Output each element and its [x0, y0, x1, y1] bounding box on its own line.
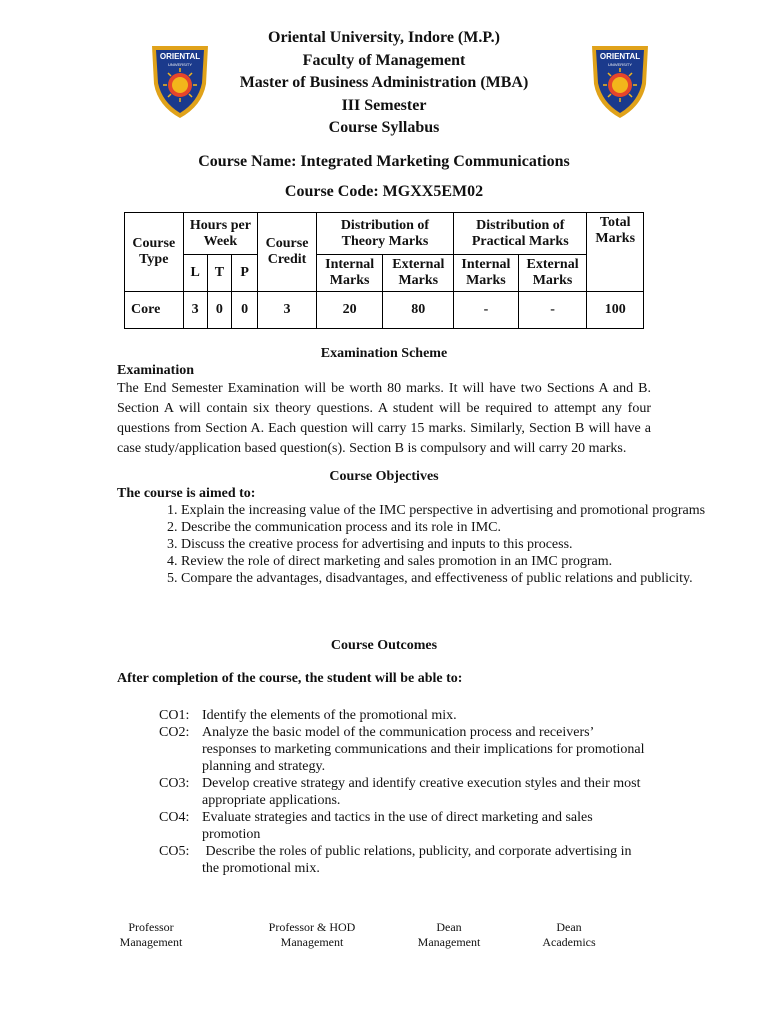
- objectives-intro: The course is aimed to:: [117, 486, 256, 501]
- header-practical-internal: Internal Marks: [454, 255, 519, 292]
- list-item: [159, 707, 651, 724]
- signature-title: Dean: [556, 920, 582, 934]
- header-p: P: [232, 255, 258, 292]
- list-item: 3. Discuss the creative process for advertising and inputs to this process.: [181, 536, 715, 553]
- cell-p: 0: [232, 292, 258, 329]
- signature-dept: Management: [417, 935, 481, 949]
- header-course-credit: Course Credit: [258, 213, 317, 292]
- signature-dept: Management: [119, 935, 183, 949]
- logo-text: ORIENTAL: [159, 52, 201, 61]
- outcome-code: CO2:: [159, 725, 190, 740]
- logo-subtext: UNIVERSITY: [607, 62, 633, 67]
- list-item: 1. Explain the increasing value of the IMC perspective in advertising and promotional programs: [181, 502, 715, 519]
- signature-dept: Management: [280, 935, 344, 949]
- objectives-list: [117, 502, 715, 587]
- header-total-marks: Total Marks: [587, 213, 644, 292]
- header-t: T: [207, 255, 231, 292]
- course-objectives-title: Course Objectives: [329, 469, 439, 484]
- header-practical-marks: Distribution of Practical Marks: [454, 213, 587, 255]
- signature-block: [526, 920, 612, 950]
- cell-total: 100: [587, 292, 644, 329]
- cell-theory-internal: 20: [316, 292, 383, 329]
- cell-t: 0: [207, 292, 231, 329]
- list-item: [159, 775, 651, 809]
- examination-scheme-title: Examination Scheme: [320, 346, 448, 361]
- outcome-text: Describe the roles of public relations, publicity, and corporate advertising in the promotional mix.: [202, 844, 635, 876]
- header-theory-marks: Distribution of Theory Marks: [316, 213, 453, 255]
- examination-text: The End Semester Examination will be worth 80 marks. It will have two Sections A and B. Section A will contain six theory questions. A student will be required to attempt any four questions from Section A. Each question will carry 15 marks. Similarly, Section B will have a case study/application based question(s). Section B is compulsory and will carry 20 marks.: [117, 381, 651, 456]
- cell-credit: 3: [258, 292, 317, 329]
- program-name: Master of Business Administration (MBA): [239, 74, 529, 91]
- list-item: 4. Review the role of direct marketing and sales promotion in an IMC program.: [181, 553, 715, 570]
- outcome-text: Evaluate strategies and tactics in the use of direct marketing and sales promotion: [202, 810, 593, 842]
- header-theory-external: External Marks: [383, 255, 454, 292]
- signature-title: Professor: [128, 920, 174, 934]
- header-practical-external: External Marks: [518, 255, 587, 292]
- header-l: L: [183, 255, 207, 292]
- logo-subtext: UNIVERSITY: [167, 62, 193, 67]
- cell-l: 3: [183, 292, 207, 329]
- signature-block: [406, 920, 492, 950]
- header-hours-per-week: Hours per Week: [183, 213, 258, 255]
- outcomes-list: [159, 707, 651, 877]
- table-row: [125, 292, 644, 329]
- course-code: Course Code: MGXX5EM02: [284, 183, 484, 200]
- signature-title: Professor & HOD: [268, 920, 356, 934]
- outcomes-intro: After completion of the course, the student will be able to:: [117, 671, 463, 686]
- semester: III Semester: [341, 96, 427, 114]
- signature-dept: Academics: [542, 935, 596, 949]
- outcome-code: CO1:: [159, 708, 190, 723]
- outcome-code: CO5:: [159, 844, 190, 859]
- list-item: 2. Describe the communication process and its role in IMC.: [181, 519, 715, 536]
- document-title: Course Syllabus: [328, 119, 440, 136]
- logo-text: ORIENTAL: [599, 52, 641, 61]
- list-item: 5. Compare the advantages, disadvantages, and effectiveness of public relations and publicity.: [181, 570, 715, 587]
- list-item: [159, 809, 651, 843]
- outcome-text: Develop creative strategy and identify creative execution styles and their most appropriate applications.: [202, 776, 641, 808]
- document-header: [150, 27, 618, 140]
- outcome-code: CO3:: [159, 776, 190, 791]
- university-name: Oriental University, Indore (M.P.): [268, 29, 500, 46]
- course-outcomes-title: Course Outcomes: [330, 638, 438, 653]
- signature-block: [108, 920, 194, 950]
- course-name: Course Name: Integrated Marketing Communications: [198, 153, 570, 170]
- cell-theory-external: 80: [383, 292, 454, 329]
- header-theory-internal: Internal Marks: [316, 255, 383, 292]
- marks-distribution-table: [124, 212, 644, 329]
- list-item: [159, 724, 651, 775]
- faculty-name: Faculty of Management: [302, 51, 466, 69]
- cell-practical-internal: -: [454, 292, 519, 329]
- cell-course-type: Core: [125, 292, 184, 329]
- signature-title: Dean: [436, 920, 462, 934]
- list-item: [159, 843, 651, 877]
- outcome-code: CO4:: [159, 810, 190, 825]
- outcome-text: Analyze the basic model of the communication process and receivers’ responses to marketing communications and their implications for promotional planning and strategy.: [202, 725, 645, 774]
- signature-block: [257, 920, 367, 950]
- outcome-text: Identify the elements of the promotional mix.: [202, 708, 457, 723]
- examination-heading: Examination: [117, 363, 195, 378]
- cell-practical-external: -: [518, 292, 587, 329]
- header-course-type: Course Type: [125, 213, 184, 292]
